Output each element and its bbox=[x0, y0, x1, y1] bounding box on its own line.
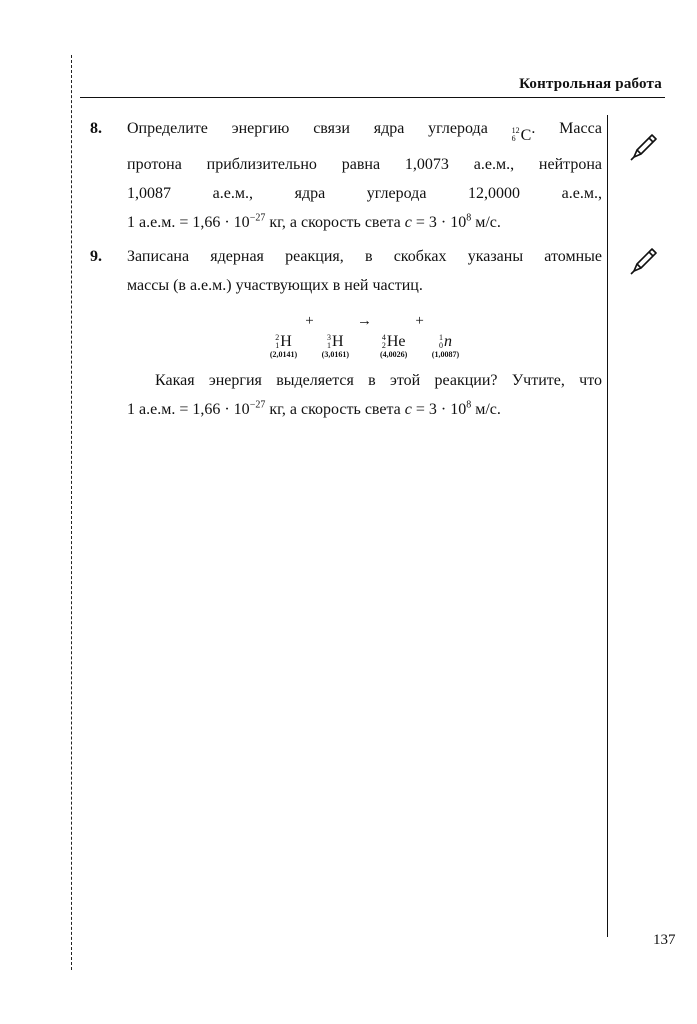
nuclide-helium: 4 2 He (4,0026) bbox=[380, 333, 408, 359]
margin-rule bbox=[607, 115, 608, 937]
task-line: 1 а.е.м. = $1,66 \cdot 10^{-27}$ кг, а скорость света $c = 3 \cdot 10^8$ м/с. bbox=[127, 399, 501, 418]
nuclide-neutron: 1 0 n (1,0087) bbox=[431, 333, 460, 359]
carbon-nuclide: 12 6 C bbox=[511, 126, 532, 144]
task-line: Определите энергию связи ядра углерода 12 6 C . Масса bbox=[127, 114, 602, 150]
pen-icon bbox=[628, 131, 660, 163]
nuclide-tritium: 3 1 H (3,0161) bbox=[321, 333, 349, 359]
pen-icon bbox=[628, 245, 660, 277]
nuclide-deuterium: 2 1 H (2,0141) bbox=[269, 333, 298, 359]
task-line: Какая энергия выделяется в этой реакции? Учтите, что bbox=[155, 372, 602, 389]
task-line: 1,0087 а.е.м., ядра углерода 12,0000 а.е.м., bbox=[127, 184, 602, 202]
plus-sign: + bbox=[415, 313, 424, 329]
task-8 bbox=[90, 114, 602, 237]
task-line: протона приблизительно равна 1,0073 а.е.м., нейтрона bbox=[127, 155, 602, 173]
task-9 bbox=[90, 242, 602, 424]
page-header-title: Контрольная работа bbox=[519, 76, 662, 92]
task-line: Записана ядерная реакция, в скобках указаны атомные bbox=[127, 248, 602, 265]
nuclear-reaction bbox=[127, 306, 602, 360]
header-rule bbox=[80, 97, 665, 98]
task-line: 1 а.е.м. = $1,66 \cdot 10^{-27}$ кг, а скорость света $c = 3 \cdot 10^8$ м/с. bbox=[127, 212, 501, 231]
task-line: массы (в а.е.м.) участвующих в ней частиц. bbox=[127, 277, 423, 294]
task-body bbox=[127, 114, 602, 237]
page-number: 137 bbox=[653, 932, 676, 948]
task-number: 9. bbox=[90, 248, 102, 265]
cut-line bbox=[71, 55, 72, 970]
task-body bbox=[127, 242, 602, 424]
arrow-icon: → bbox=[357, 313, 372, 329]
task-number: 8. bbox=[90, 120, 102, 137]
plus-sign: + bbox=[305, 313, 314, 329]
